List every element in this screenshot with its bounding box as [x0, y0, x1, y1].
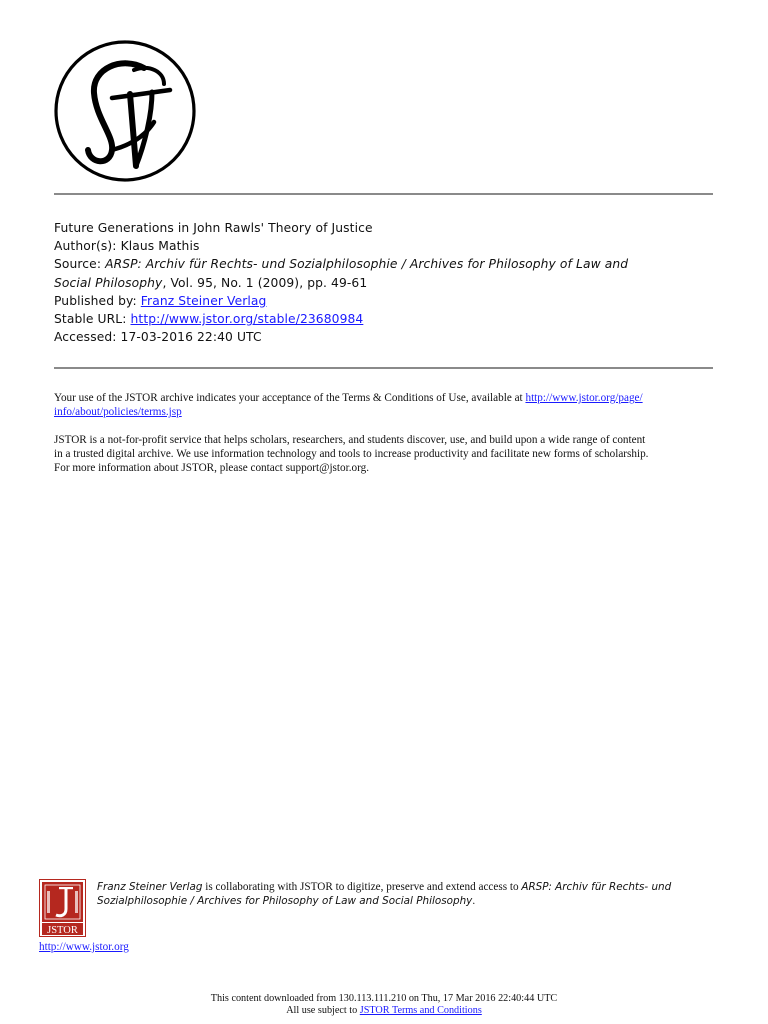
terms-text: Your use of the JSTOR archive indicates your acceptance of the Terms & Conditions of Use, available at: [54, 392, 523, 404]
collab-end: .: [472, 895, 476, 908]
accessed-label: Accessed:: [54, 330, 117, 345]
accessed-line: [54, 328, 714, 346]
usage-prefix: All use subject to: [286, 1005, 358, 1017]
source-line-2: [54, 274, 714, 292]
stable-url-label: Stable URL:: [54, 312, 127, 327]
jstor-logo: [39, 879, 86, 937]
collab-publisher: Franz Steiner Verlag: [97, 881, 203, 893]
top-divider: [54, 193, 713, 195]
source-journal: ARSP: Archiv für Rechts- und Sozialphilosophie / Archives for Philosophy of Law and: [105, 257, 629, 272]
article-title: Future Generations in John Rawls' Theory of Justice: [54, 221, 373, 235]
collab-journal-cont: Sozialphilosophie / Archives for Philosophy of Law and Social Philosophy: [97, 895, 473, 908]
terms-link-cont[interactable]: info/about/policies/terms.jsp: [54, 406, 182, 419]
terms-link[interactable]: http://www.jstor.org/page/: [525, 392, 643, 404]
jstor-logo-text: JSTOR: [47, 925, 78, 936]
jstor-home-link[interactable]: http://www.jstor.org: [39, 941, 129, 953]
author-name: Klaus Mathis: [120, 239, 200, 254]
source-details: , Vol. 95, No. 1 (2009), pp. 49-61: [162, 275, 368, 290]
publisher-monogram-logo: [52, 38, 198, 184]
collab-journal: ARSP: Archiv für Rechts- und: [521, 881, 672, 893]
about-line-3: For more information about JSTOR, please contact support@jstor.org.: [54, 462, 370, 475]
stable-url-link[interactable]: http://www.jstor.org/stable/23680984: [130, 312, 364, 327]
jstor-about: [54, 433, 724, 476]
article-metadata: [54, 219, 714, 346]
download-line: This content downloaded from 130.113.111.210 on Thu, 17 Mar 2016 22:40:44 UTC: [210, 993, 558, 1004]
terms-notice: [54, 391, 724, 419]
bottom-divider: [54, 367, 713, 369]
publisher-line: [54, 292, 714, 310]
source-journal-cont: Social Philosophy: [54, 275, 163, 290]
download-notice: [0, 993, 768, 1018]
collab-text: is collaborating with JSTOR to digitize, preserve and extend access to: [205, 881, 519, 893]
about-line-1: JSTOR is a not-for-profit service that helps scholars, researchers, and students discover, use, and build upon a wide range of content: [54, 434, 646, 446]
source-label: Source:: [54, 257, 102, 272]
source-line-1: [54, 255, 714, 273]
collaboration-notice: [97, 880, 727, 908]
author-line: [54, 237, 714, 255]
jstor-terms-link[interactable]: JSTOR Terms and Conditions: [359, 1005, 482, 1017]
about-line-2: in a trusted digital archive. We use information technology and tools to increase productivity and facilitate new forms of scholarship.: [54, 448, 649, 461]
publisher-link[interactable]: Franz Steiner Verlag: [140, 293, 267, 308]
author-label: Author(s):: [54, 239, 117, 254]
stable-url-line: [54, 310, 714, 328]
accessed-date: 17-03-2016 22:40 UTC: [120, 330, 262, 345]
publisher-label: Published by:: [54, 293, 137, 308]
